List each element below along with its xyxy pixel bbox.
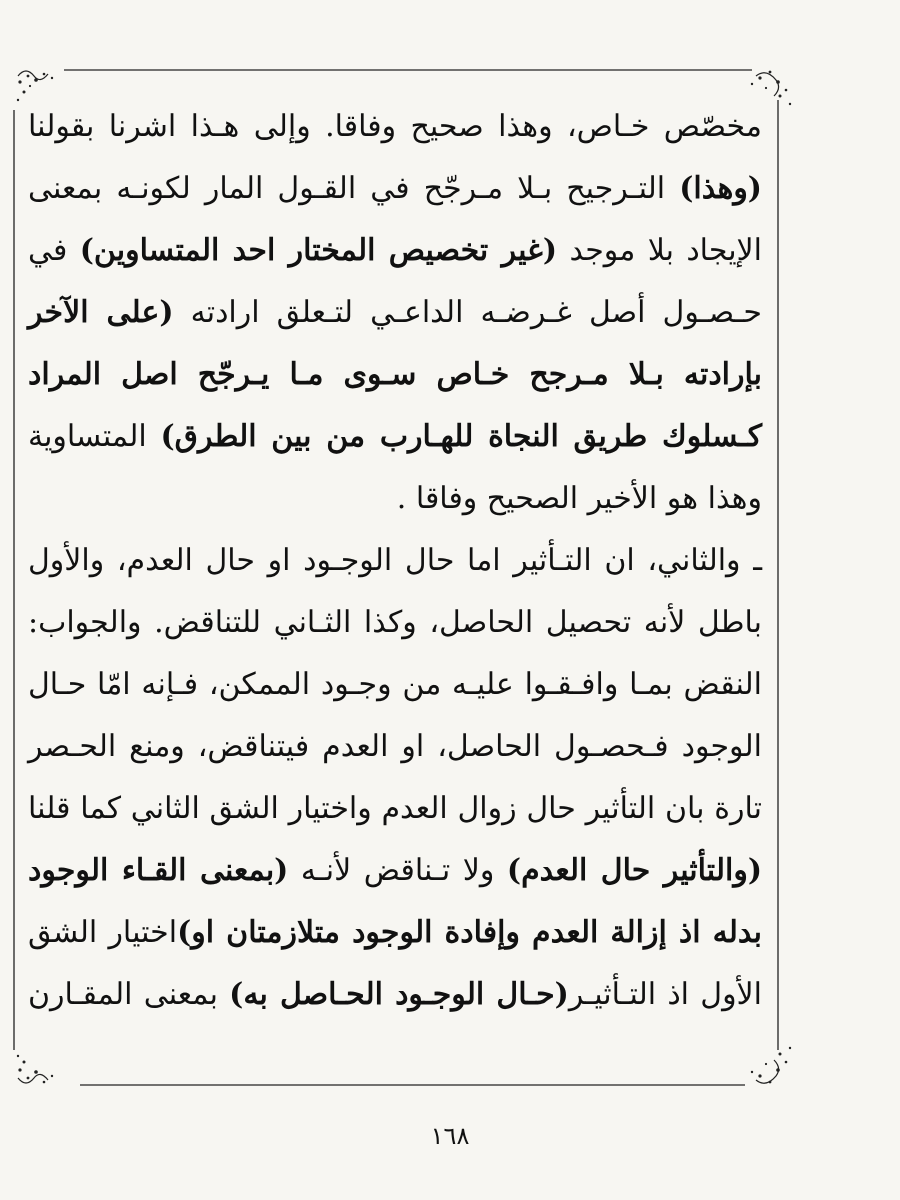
text-line xyxy=(28,840,762,902)
text-segment: بمعنى المقـارن xyxy=(28,977,230,1012)
text-segment: الوجود فـحصـول الحاصل، او العدم فيتناقض، ومنع الحـصر xyxy=(28,729,762,764)
bold-text-segment: كـسلوك طريق النجاة للهـارب من بين الطرق) xyxy=(160,419,762,454)
bold-text-segment: (على الآخر xyxy=(28,295,174,330)
text-line xyxy=(28,778,762,840)
text-segment: الإيجاد بلا موجد xyxy=(557,233,762,268)
page-number: ١٦٨ xyxy=(430,1122,470,1150)
text-segment: المتساوية xyxy=(28,419,161,454)
text-line xyxy=(28,902,762,964)
text-segment: اختيار الشق xyxy=(28,915,178,950)
text-segment: ولا تـناقض لأنـه xyxy=(288,853,507,888)
text-segment: في xyxy=(28,233,80,268)
text-line xyxy=(28,654,762,716)
corner-ornament-icon xyxy=(17,1055,53,1083)
text-line xyxy=(28,964,762,1026)
text-segment: الأول اذ التـأثيـر xyxy=(568,977,762,1012)
text-line xyxy=(28,158,762,220)
text-line xyxy=(28,406,762,468)
bold-text-segment: (وهذا) xyxy=(679,171,762,206)
bold-text-segment: (والتأثير حال العدم) xyxy=(506,853,763,888)
text-line xyxy=(28,468,762,530)
text-segment: التـرجيح بـلا مـرجّح في القـول المار لكونـه بمعنى xyxy=(28,171,680,206)
bold-text-segment: (بمعنى القـاء الوجود xyxy=(28,853,289,888)
text-line xyxy=(28,220,762,282)
text-line xyxy=(28,96,762,158)
text-segment: النقض بمـا وافـقـوا عليـه من وجـود الممكن، فـإنه امّا حـال xyxy=(28,667,762,702)
text-line xyxy=(28,592,762,654)
text-segment: حـصـول أصل غـرضـه الداعـي لتـعلق ارادته xyxy=(173,295,762,330)
text-segment: باطل لأنه تحصيل الحاصل، وكذا الثـاني للتناقض. والجواب: xyxy=(28,605,762,640)
bold-text-segment: بدله اذ إزالة العدم وإفادة الوجود متلازمتان او) xyxy=(177,915,762,950)
text-line xyxy=(28,716,762,778)
body-text xyxy=(28,96,762,1026)
text-line xyxy=(28,530,762,592)
bold-text-segment: (حـال الوجـود الحـاصل به) xyxy=(229,977,569,1012)
corner-ornament-icon xyxy=(751,1047,791,1084)
text-segment: مخصّص خـاص، وهذا صحيح وفاقا. وإلى هـذا اشرنا بقولنا xyxy=(28,109,762,144)
text-line xyxy=(28,282,762,344)
bold-text-segment: بإرادته بـلا مـرجح خـاص سـوى مـا يـرجّح اصل المراد xyxy=(28,357,762,392)
text-segment: ـ والثاني، ان التـأثير اما حال الوجـود او حال العدم، والأول xyxy=(28,543,762,578)
text-segment: وهذا هو الأخير الصحيح وفاقا . xyxy=(396,481,762,516)
bold-text-segment: (غير تخصيص المختار احد المتساوين) xyxy=(79,233,558,268)
text-segment: تارة بان التأثير حال زوال العدم واختيار الشق الثاني كما قلنا xyxy=(28,791,762,826)
text-line xyxy=(28,344,762,406)
